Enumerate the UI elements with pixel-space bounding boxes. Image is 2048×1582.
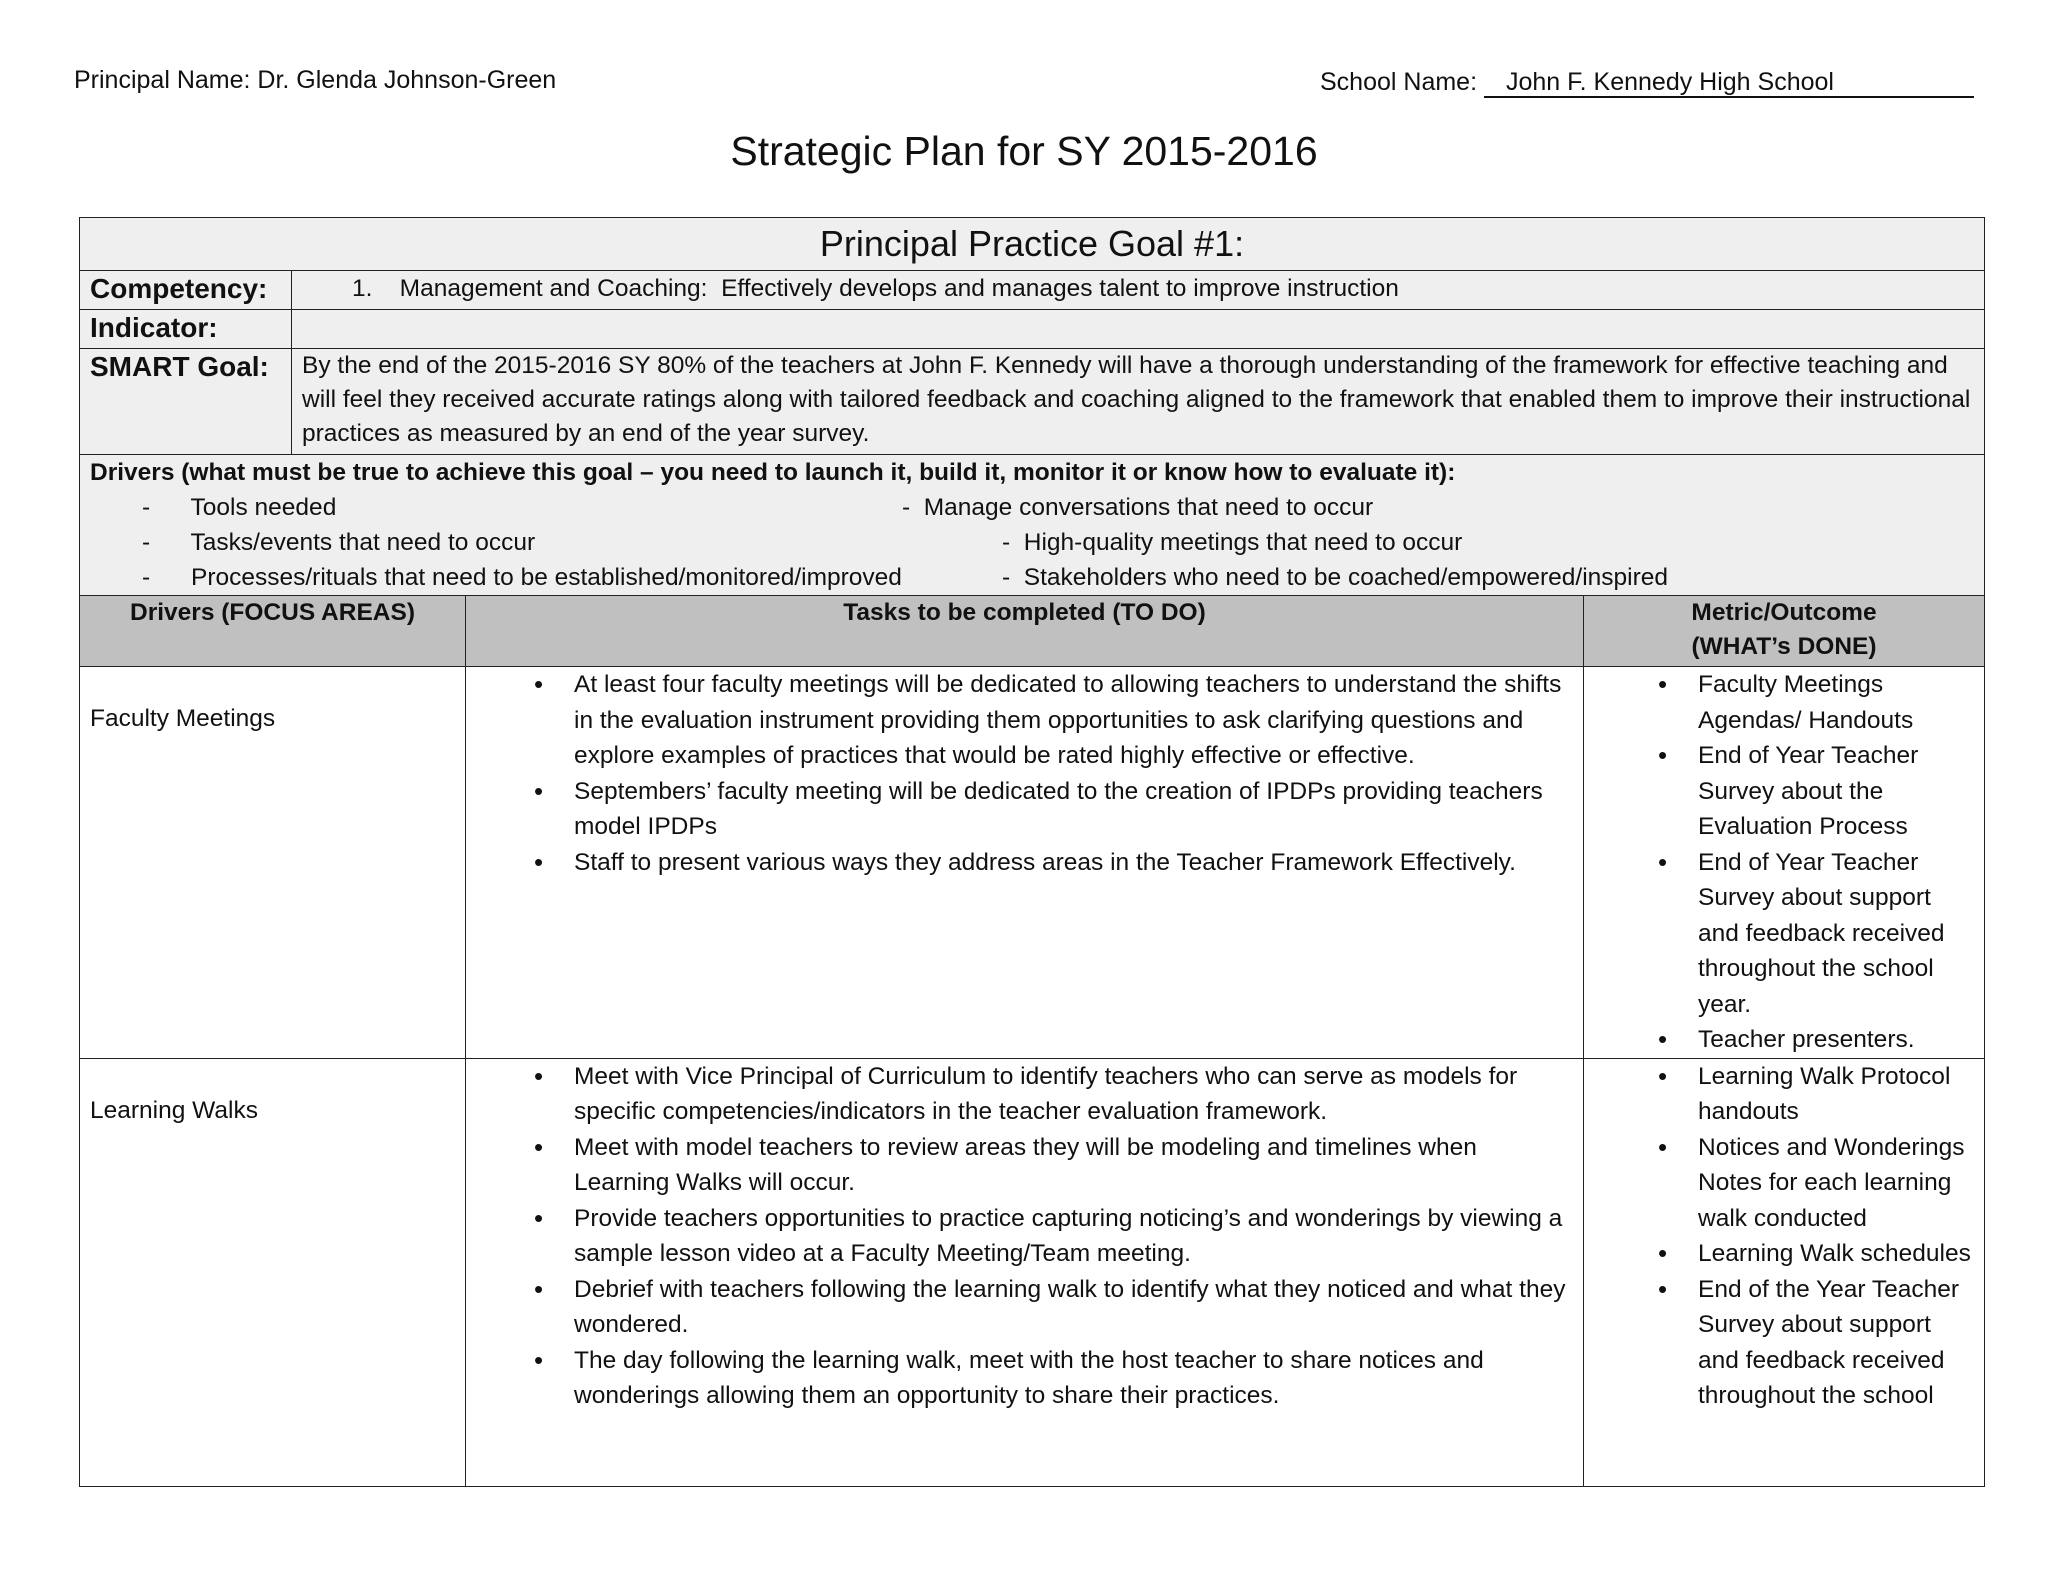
task-item: • Debrief with teachers following the learning walk to identify what they noticed and what they wondered.	[574, 1272, 1573, 1343]
driver-item: - Manage conversations that need to occur	[902, 494, 1374, 521]
drivers-list	[90, 490, 1974, 595]
driver-item: - Stakeholders who need to be coached/empowered/inspired	[1002, 564, 1668, 591]
goal-title: Principal Practice Goal #1:	[80, 218, 1985, 271]
strategic-plan-table	[79, 217, 1985, 1487]
indicator-label: Indicator:	[80, 310, 292, 349]
school-name	[1320, 68, 1974, 98]
metric-item: • Learning Walk schedules	[1698, 1236, 1974, 1272]
tasks-cell	[466, 667, 1584, 1059]
driver-item: - Processes/rituals that need to be established/monitored/improved	[142, 564, 902, 591]
task-item: • Provide teachers opportunities to practice capturing noticing’s and wonderings by viewing a sample lesson video at a Faculty Meeting/Team meeting.	[574, 1201, 1573, 1272]
task-item: • Meet with Vice Principal of Curriculum to identify teachers who can serve as models for specific competencies/indicators in the teacher evaluation framework.	[574, 1059, 1573, 1130]
metrics-cell	[1584, 1058, 1985, 1486]
task-item: • The day following the learning walk, meet with the host teacher to share notices and wonderings allowing them an opportunity to share their practices.	[574, 1343, 1573, 1414]
drivers-section	[80, 455, 1985, 596]
driver-item: - High-quality meetings that need to occur	[1002, 529, 1463, 556]
focus-area: Learning Walks	[80, 1058, 466, 1486]
competency-label: Competency:	[80, 271, 292, 310]
indicator-value	[292, 310, 1985, 349]
tasks-cell	[466, 1058, 1584, 1486]
metrics-cell	[1584, 667, 1985, 1059]
competency-value: 1. Management and Coaching: Effectively develops and manages talent to improve instruction	[292, 271, 1985, 310]
school-name-value: John F. Kennedy High School	[1484, 68, 1974, 98]
smart-goal-label: SMART Goal:	[80, 349, 292, 455]
table-row	[80, 667, 1985, 1059]
driver-item: - Tools needed	[142, 494, 337, 521]
metric-item: • Faculty Meetings Agendas/ Handouts	[1698, 667, 1974, 738]
col-header-metric-line1: Metric/Outcome	[1691, 599, 1877, 626]
metric-item: • End of Year Teacher Survey about support and feedback received throughout the school year.	[1698, 845, 1974, 1023]
metric-item: • Learning Walk Protocol handouts	[1698, 1059, 1974, 1130]
smart-goal-value: By the end of the 2015-2016 SY 80% of the teachers at John F. Kennedy will have a thorough understanding of the framework for effective teaching and will feel they received accurate ratings along with tailored feedback and coaching aligned to the framework that enabled them to improve their instructional practices as measured by an end of the year survey.	[292, 349, 1985, 455]
metric-item: • End of the Year Teacher Survey about support and feedback received throughout the school	[1698, 1272, 1974, 1414]
col-header-metric-line2: (WHAT’s DONE)	[1691, 633, 1877, 660]
school-name-label: School Name:	[1320, 68, 1478, 96]
col-header-tasks: Tasks to be completed (TO DO)	[466, 596, 1584, 667]
task-item: • Septembers’ faculty meeting will be dedicated to the creation of IPDPs providing teachers model IPDPs	[574, 774, 1573, 845]
metric-item: • End of Year Teacher Survey about the Evaluation Process	[1698, 738, 1974, 845]
metric-item: • Teacher presenters.	[1698, 1022, 1974, 1058]
col-header-focus: Drivers (FOCUS AREAS)	[80, 596, 466, 667]
page-title: Strategic Plan for SY 2015-2016	[730, 128, 1318, 174]
focus-area: Faculty Meetings	[80, 667, 466, 1059]
task-item: • Meet with model teachers to review areas they will be modeling and timelines when Learning Walks will occur.	[574, 1130, 1573, 1201]
task-item: • Staff to present various ways they address areas in the Teacher Framework Effectively.	[574, 845, 1573, 881]
principal-name: Principal Name: Dr. Glenda Johnson-Green	[74, 66, 557, 94]
driver-item: - Tasks/events that need to occur	[142, 529, 536, 556]
col-header-metric	[1584, 596, 1985, 667]
task-item: • At least four faculty meetings will be dedicated to allowing teachers to understand the shifts in the evaluation instrument providing them opportunities to ask clarifying questions and explore examples of practices that would be rated highly effective or effective.	[574, 667, 1573, 774]
drivers-title: Drivers (what must be true to achieve this goal – you need to launch it, build it, monitor it or know how to evaluate it):	[90, 459, 1456, 486]
metric-item: • Notices and Wonderings Notes for each learning walk conducted	[1698, 1130, 1974, 1237]
table-row	[80, 1058, 1985, 1486]
